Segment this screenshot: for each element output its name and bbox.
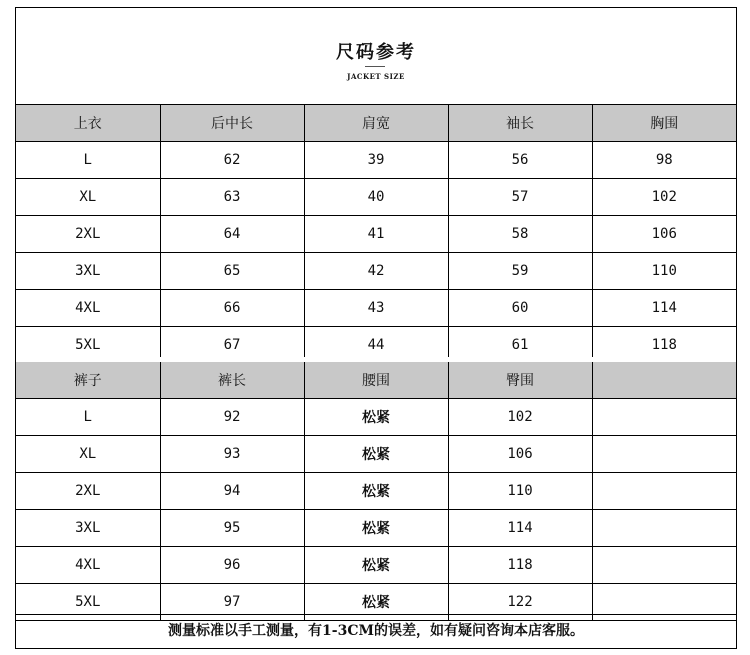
table-cell: 松紧 bbox=[304, 399, 448, 436]
column-header: 腰围 bbox=[304, 362, 448, 399]
table-cell bbox=[592, 399, 736, 436]
chart-header bbox=[16, 8, 736, 105]
size-cell: XL bbox=[16, 436, 160, 473]
table-cell: 40 bbox=[304, 179, 448, 216]
table-cell: 58 bbox=[448, 216, 592, 253]
table-cell: 122 bbox=[448, 584, 592, 621]
table-cell: 114 bbox=[448, 510, 592, 547]
table-row bbox=[16, 510, 736, 547]
table-cell: 94 bbox=[160, 473, 304, 510]
table-cell: 97 bbox=[160, 584, 304, 621]
table-row bbox=[16, 216, 736, 253]
table-cell bbox=[592, 436, 736, 473]
column-header: 袖长 bbox=[448, 105, 592, 142]
tops-size-table bbox=[16, 105, 736, 364]
table-cell: 98 bbox=[592, 142, 736, 179]
size-cell: 5XL bbox=[16, 584, 160, 621]
column-header: 胸围 bbox=[592, 105, 736, 142]
chart-title: 尺码参考 bbox=[336, 42, 416, 63]
table-cell bbox=[592, 547, 736, 584]
table-cell bbox=[592, 510, 736, 547]
table-cell: 42 bbox=[304, 253, 448, 290]
size-cell: XL bbox=[16, 179, 160, 216]
table-row bbox=[16, 253, 736, 290]
table-row bbox=[16, 179, 736, 216]
table-cell: 松紧 bbox=[304, 473, 448, 510]
size-cell: 4XL bbox=[16, 290, 160, 327]
column-header: 裤子 bbox=[16, 362, 160, 399]
table-cell: 44 bbox=[304, 327, 448, 364]
table-cell: 41 bbox=[304, 216, 448, 253]
table-cell: 95 bbox=[160, 510, 304, 547]
table-cell: 59 bbox=[448, 253, 592, 290]
table-cell: 118 bbox=[592, 327, 736, 364]
table-cell: 92 bbox=[160, 399, 304, 436]
size-cell: 3XL bbox=[16, 253, 160, 290]
table-cell: 60 bbox=[448, 290, 592, 327]
table-row bbox=[16, 142, 736, 179]
table-cell: 93 bbox=[160, 436, 304, 473]
size-cell: 5XL bbox=[16, 327, 160, 364]
table-cell: 松紧 bbox=[304, 510, 448, 547]
size-cell: L bbox=[16, 142, 160, 179]
column-header: 肩宽 bbox=[304, 105, 448, 142]
table-cell: 65 bbox=[160, 253, 304, 290]
size-chart bbox=[15, 7, 737, 649]
table-cell: 62 bbox=[160, 142, 304, 179]
table-cell bbox=[592, 473, 736, 510]
measurement-note: 测量标准以手工测量，有1-3CM的误差，如有疑问咨询本店客服。 bbox=[16, 614, 736, 648]
table-cell: 110 bbox=[448, 473, 592, 510]
column-header bbox=[592, 362, 736, 399]
table-cell: 松紧 bbox=[304, 547, 448, 584]
table-cell: 57 bbox=[448, 179, 592, 216]
table-cell: 64 bbox=[160, 216, 304, 253]
table-row bbox=[16, 399, 736, 436]
table-row bbox=[16, 473, 736, 510]
size-cell: L bbox=[16, 399, 160, 436]
column-header: 后中长 bbox=[160, 105, 304, 142]
table-row bbox=[16, 290, 736, 327]
table-cell: 102 bbox=[592, 179, 736, 216]
size-cell: 2XL bbox=[16, 473, 160, 510]
table-cell: 56 bbox=[448, 142, 592, 179]
pants-size-table bbox=[16, 362, 736, 621]
title-divider bbox=[365, 66, 385, 67]
table-cell: 102 bbox=[448, 399, 592, 436]
column-header: 上衣 bbox=[16, 105, 160, 142]
table-cell: 114 bbox=[592, 290, 736, 327]
table-cell: 39 bbox=[304, 142, 448, 179]
table-cell: 96 bbox=[160, 547, 304, 584]
table-cell: 110 bbox=[592, 253, 736, 290]
table-cell: 松紧 bbox=[304, 436, 448, 473]
size-cell: 4XL bbox=[16, 547, 160, 584]
table-cell: 61 bbox=[448, 327, 592, 364]
size-cell: 2XL bbox=[16, 216, 160, 253]
table-cell: 66 bbox=[160, 290, 304, 327]
table-cell: 43 bbox=[304, 290, 448, 327]
column-header: 裤长 bbox=[160, 362, 304, 399]
table-cell: 63 bbox=[160, 179, 304, 216]
table-row bbox=[16, 547, 736, 584]
size-cell: 3XL bbox=[16, 510, 160, 547]
table-cell: 106 bbox=[448, 436, 592, 473]
table-header-row bbox=[16, 362, 736, 399]
table-cell: 106 bbox=[592, 216, 736, 253]
column-header: 臀围 bbox=[448, 362, 592, 399]
table-cell: 松紧 bbox=[304, 584, 448, 621]
table-row bbox=[16, 436, 736, 473]
chart-subtitle: JACKET SIZE bbox=[347, 72, 405, 81]
table-cell: 67 bbox=[160, 327, 304, 364]
table-cell: 118 bbox=[448, 547, 592, 584]
table-header-row bbox=[16, 105, 736, 142]
